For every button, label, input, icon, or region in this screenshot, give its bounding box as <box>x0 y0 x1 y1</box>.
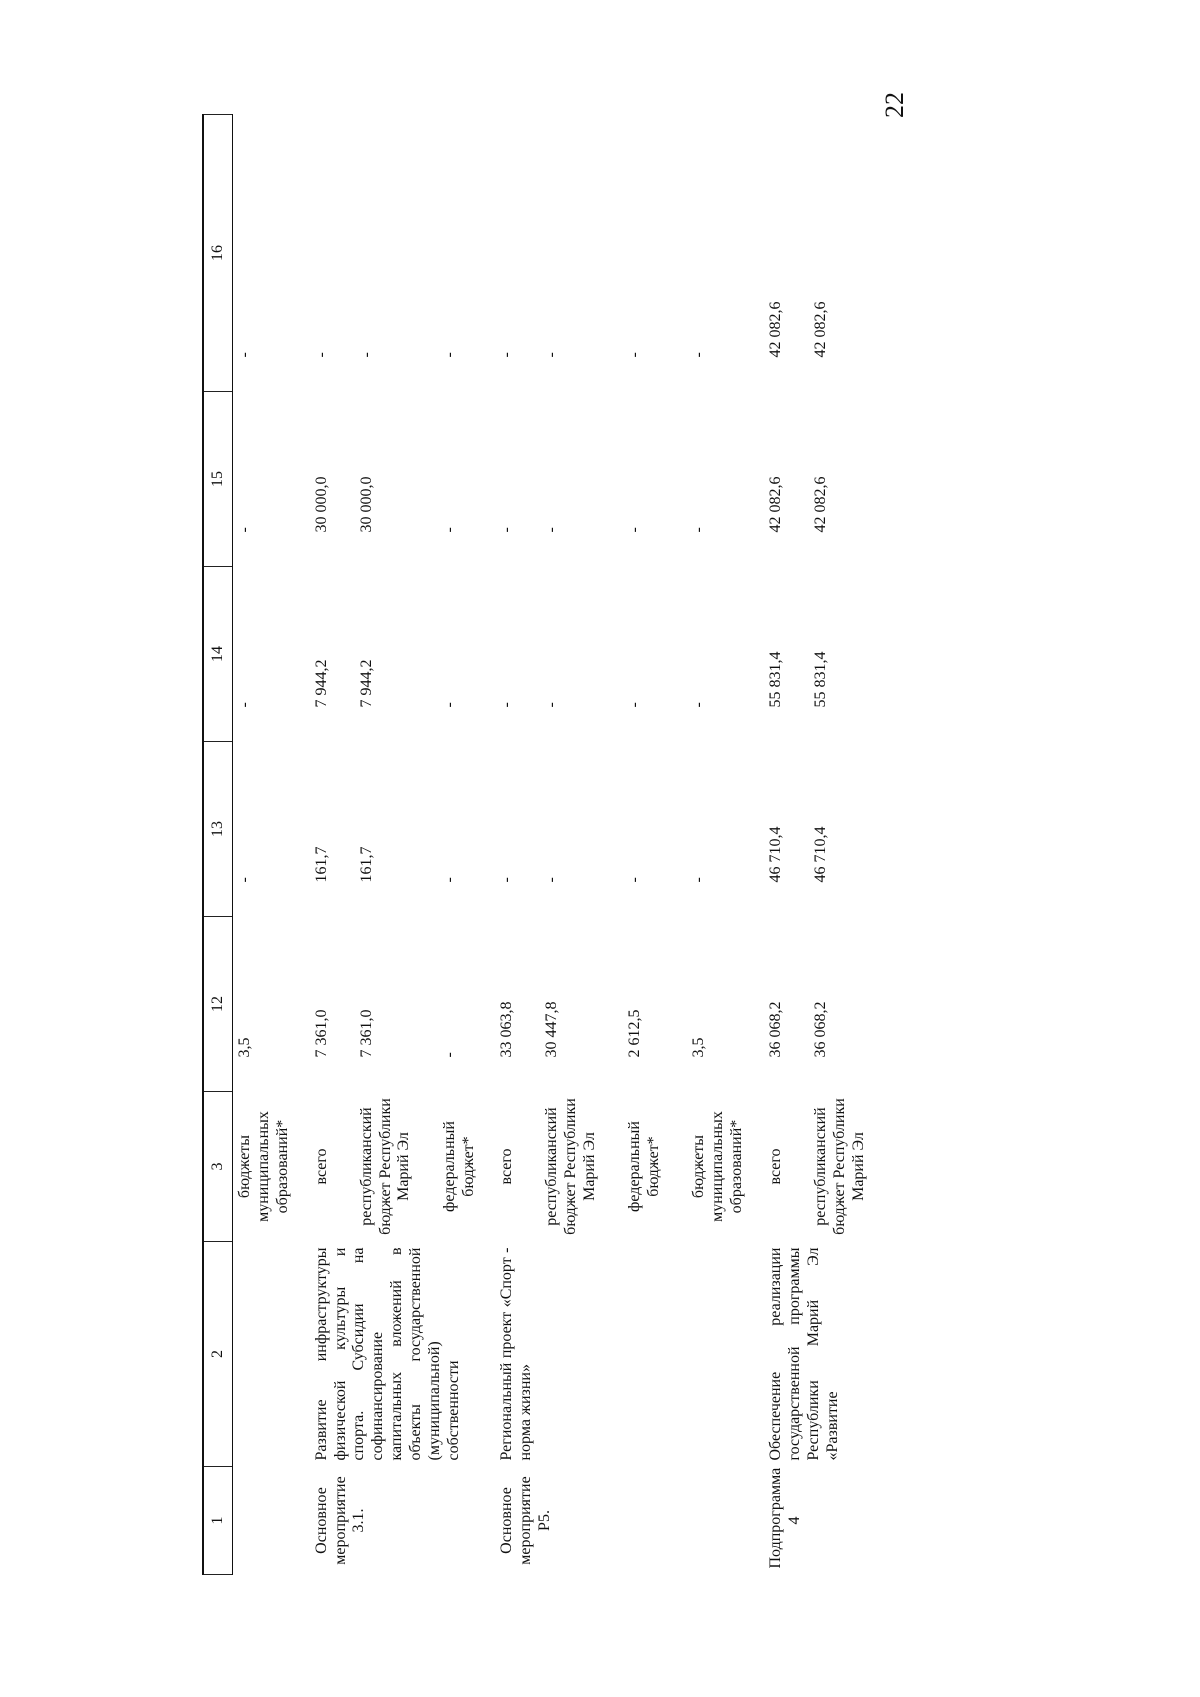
cell-col16 <box>753 115 875 392</box>
value: - <box>690 352 708 358</box>
budget-table <box>202 114 875 1575</box>
funding-source: федеральный бюджет* <box>626 1121 663 1212</box>
cell-col3 <box>233 1092 299 1242</box>
value: - <box>626 702 644 708</box>
header-col-16: 16 <box>203 115 233 392</box>
value: - <box>543 527 561 533</box>
cell-col1: Основное мероприятие 3.1. <box>312 1476 368 1565</box>
value: 30 000,0 <box>357 476 375 533</box>
value: - <box>357 352 375 358</box>
value: 3,5 <box>236 1037 253 1058</box>
value: - <box>236 702 253 708</box>
value: 30 000,0 <box>312 476 330 533</box>
value: 3,5 <box>690 1037 708 1058</box>
funding-source: республиканский бюджет Республики Марий Эл <box>543 1098 599 1235</box>
value: 161,7 <box>312 846 330 883</box>
value: - <box>626 527 644 533</box>
header-col-14: 14 <box>203 567 233 742</box>
cell-col1: Основное мероприятие Р5. <box>498 1476 554 1565</box>
cell-col3 <box>299 1092 485 1242</box>
value: 46 710,4 <box>812 826 829 883</box>
value: - <box>690 877 708 883</box>
cell-col12 <box>299 917 485 1092</box>
value: - <box>498 877 516 883</box>
value: - <box>690 702 708 708</box>
value: 30 447,8 <box>543 1001 561 1058</box>
cell-col3 <box>753 1092 875 1242</box>
value: - <box>498 352 516 358</box>
value: - <box>236 877 253 883</box>
funding-source: всего <box>312 1148 330 1185</box>
header-col-3: 3 <box>203 1092 233 1242</box>
cell-col16 <box>484 115 753 392</box>
table-row <box>299 115 485 1575</box>
cell-col14 <box>299 567 485 742</box>
funding-source: всего <box>767 1148 784 1185</box>
cell-col14 <box>484 567 753 742</box>
cell-col1 <box>233 1467 299 1575</box>
value: 2 612,5 <box>626 1009 644 1058</box>
cell-col2: Обеспечение реализации государственной программы Республики Марий Эл «Развитие <box>767 1247 841 1461</box>
funding-source: республиканский бюджет Республики Марий Эл <box>357 1098 413 1235</box>
value: - <box>626 352 644 358</box>
cell-col12 <box>753 917 875 1092</box>
value: 42 082,6 <box>812 476 829 533</box>
cell-col16 <box>233 115 299 392</box>
header-col-13: 13 <box>203 742 233 917</box>
funding-source: бюджеты муниципальных образований* <box>236 1111 291 1222</box>
cell-col14 <box>233 567 299 742</box>
funding-source: бюджеты муниципальных образований* <box>690 1111 746 1222</box>
value: - <box>440 352 458 358</box>
cell-col15 <box>233 392 299 567</box>
value: - <box>440 702 458 708</box>
value: 42 082,6 <box>812 301 829 358</box>
value: - <box>543 877 561 883</box>
value: 42 082,6 <box>767 301 784 358</box>
cell-col15 <box>753 392 875 567</box>
value: - <box>543 702 561 708</box>
value: - <box>690 527 708 533</box>
value: 161,7 <box>357 846 375 883</box>
value: 7 944,2 <box>357 659 375 708</box>
header-row <box>203 115 233 1575</box>
header-col-12: 12 <box>203 917 233 1092</box>
value: 42 082,6 <box>767 476 784 533</box>
value: - <box>236 352 253 358</box>
value: 36 068,2 <box>812 1001 829 1058</box>
value: - <box>626 877 644 883</box>
funding-source: всего <box>498 1148 516 1185</box>
table-row <box>233 115 299 1575</box>
header-col-2: 2 <box>203 1242 233 1467</box>
cell-col14 <box>753 567 875 742</box>
value: - <box>236 527 253 533</box>
value: - <box>440 877 458 883</box>
value: 55 831,4 <box>767 651 784 708</box>
cell-col2 <box>233 1242 299 1467</box>
cell-col13 <box>753 742 875 917</box>
value: - <box>312 352 330 358</box>
cell-col3 <box>484 1092 753 1242</box>
funding-source: республиканский бюджет Республики Марий Эл <box>812 1098 867 1235</box>
value: 55 831,4 <box>812 651 829 708</box>
value: 7 361,0 <box>357 1009 375 1058</box>
cell-col13 <box>233 742 299 917</box>
cell-col16 <box>299 115 485 392</box>
value: 33 063,8 <box>498 1001 516 1058</box>
cell-col13 <box>484 742 753 917</box>
header-col-15: 15 <box>203 392 233 567</box>
value: 7 361,0 <box>312 1009 330 1058</box>
cell-col13 <box>299 742 485 917</box>
cell-col2: Региональный проект «Спорт - норма жизни» <box>498 1247 535 1461</box>
value: - <box>498 527 516 533</box>
table-row <box>753 115 875 1575</box>
value: 36 068,2 <box>767 1001 784 1058</box>
rotated-table-container <box>202 115 927 1575</box>
page-number: 22 <box>880 92 909 118</box>
value: - <box>498 702 516 708</box>
funding-source: федеральный бюджет* <box>440 1121 477 1212</box>
cell-col2: Развитие инфраструктуры физической культуры и спорта. Субсидии на софинансирование капитальных вложений в объекты государственной (муниципальной) собственности <box>312 1247 462 1461</box>
cell-col12 <box>484 917 753 1092</box>
value: - <box>543 352 561 358</box>
table-row <box>484 115 753 1575</box>
cell-col1: Подпрограмма 4 <box>767 1467 803 1569</box>
cell-col15 <box>299 392 485 567</box>
header-col-1: 1 <box>203 1467 233 1575</box>
value: 7 944,2 <box>312 659 330 708</box>
value: - <box>440 1052 458 1058</box>
value: - <box>440 527 458 533</box>
value: 46 710,4 <box>767 826 784 883</box>
cell-col12 <box>233 917 299 1092</box>
cell-col15 <box>484 392 753 567</box>
